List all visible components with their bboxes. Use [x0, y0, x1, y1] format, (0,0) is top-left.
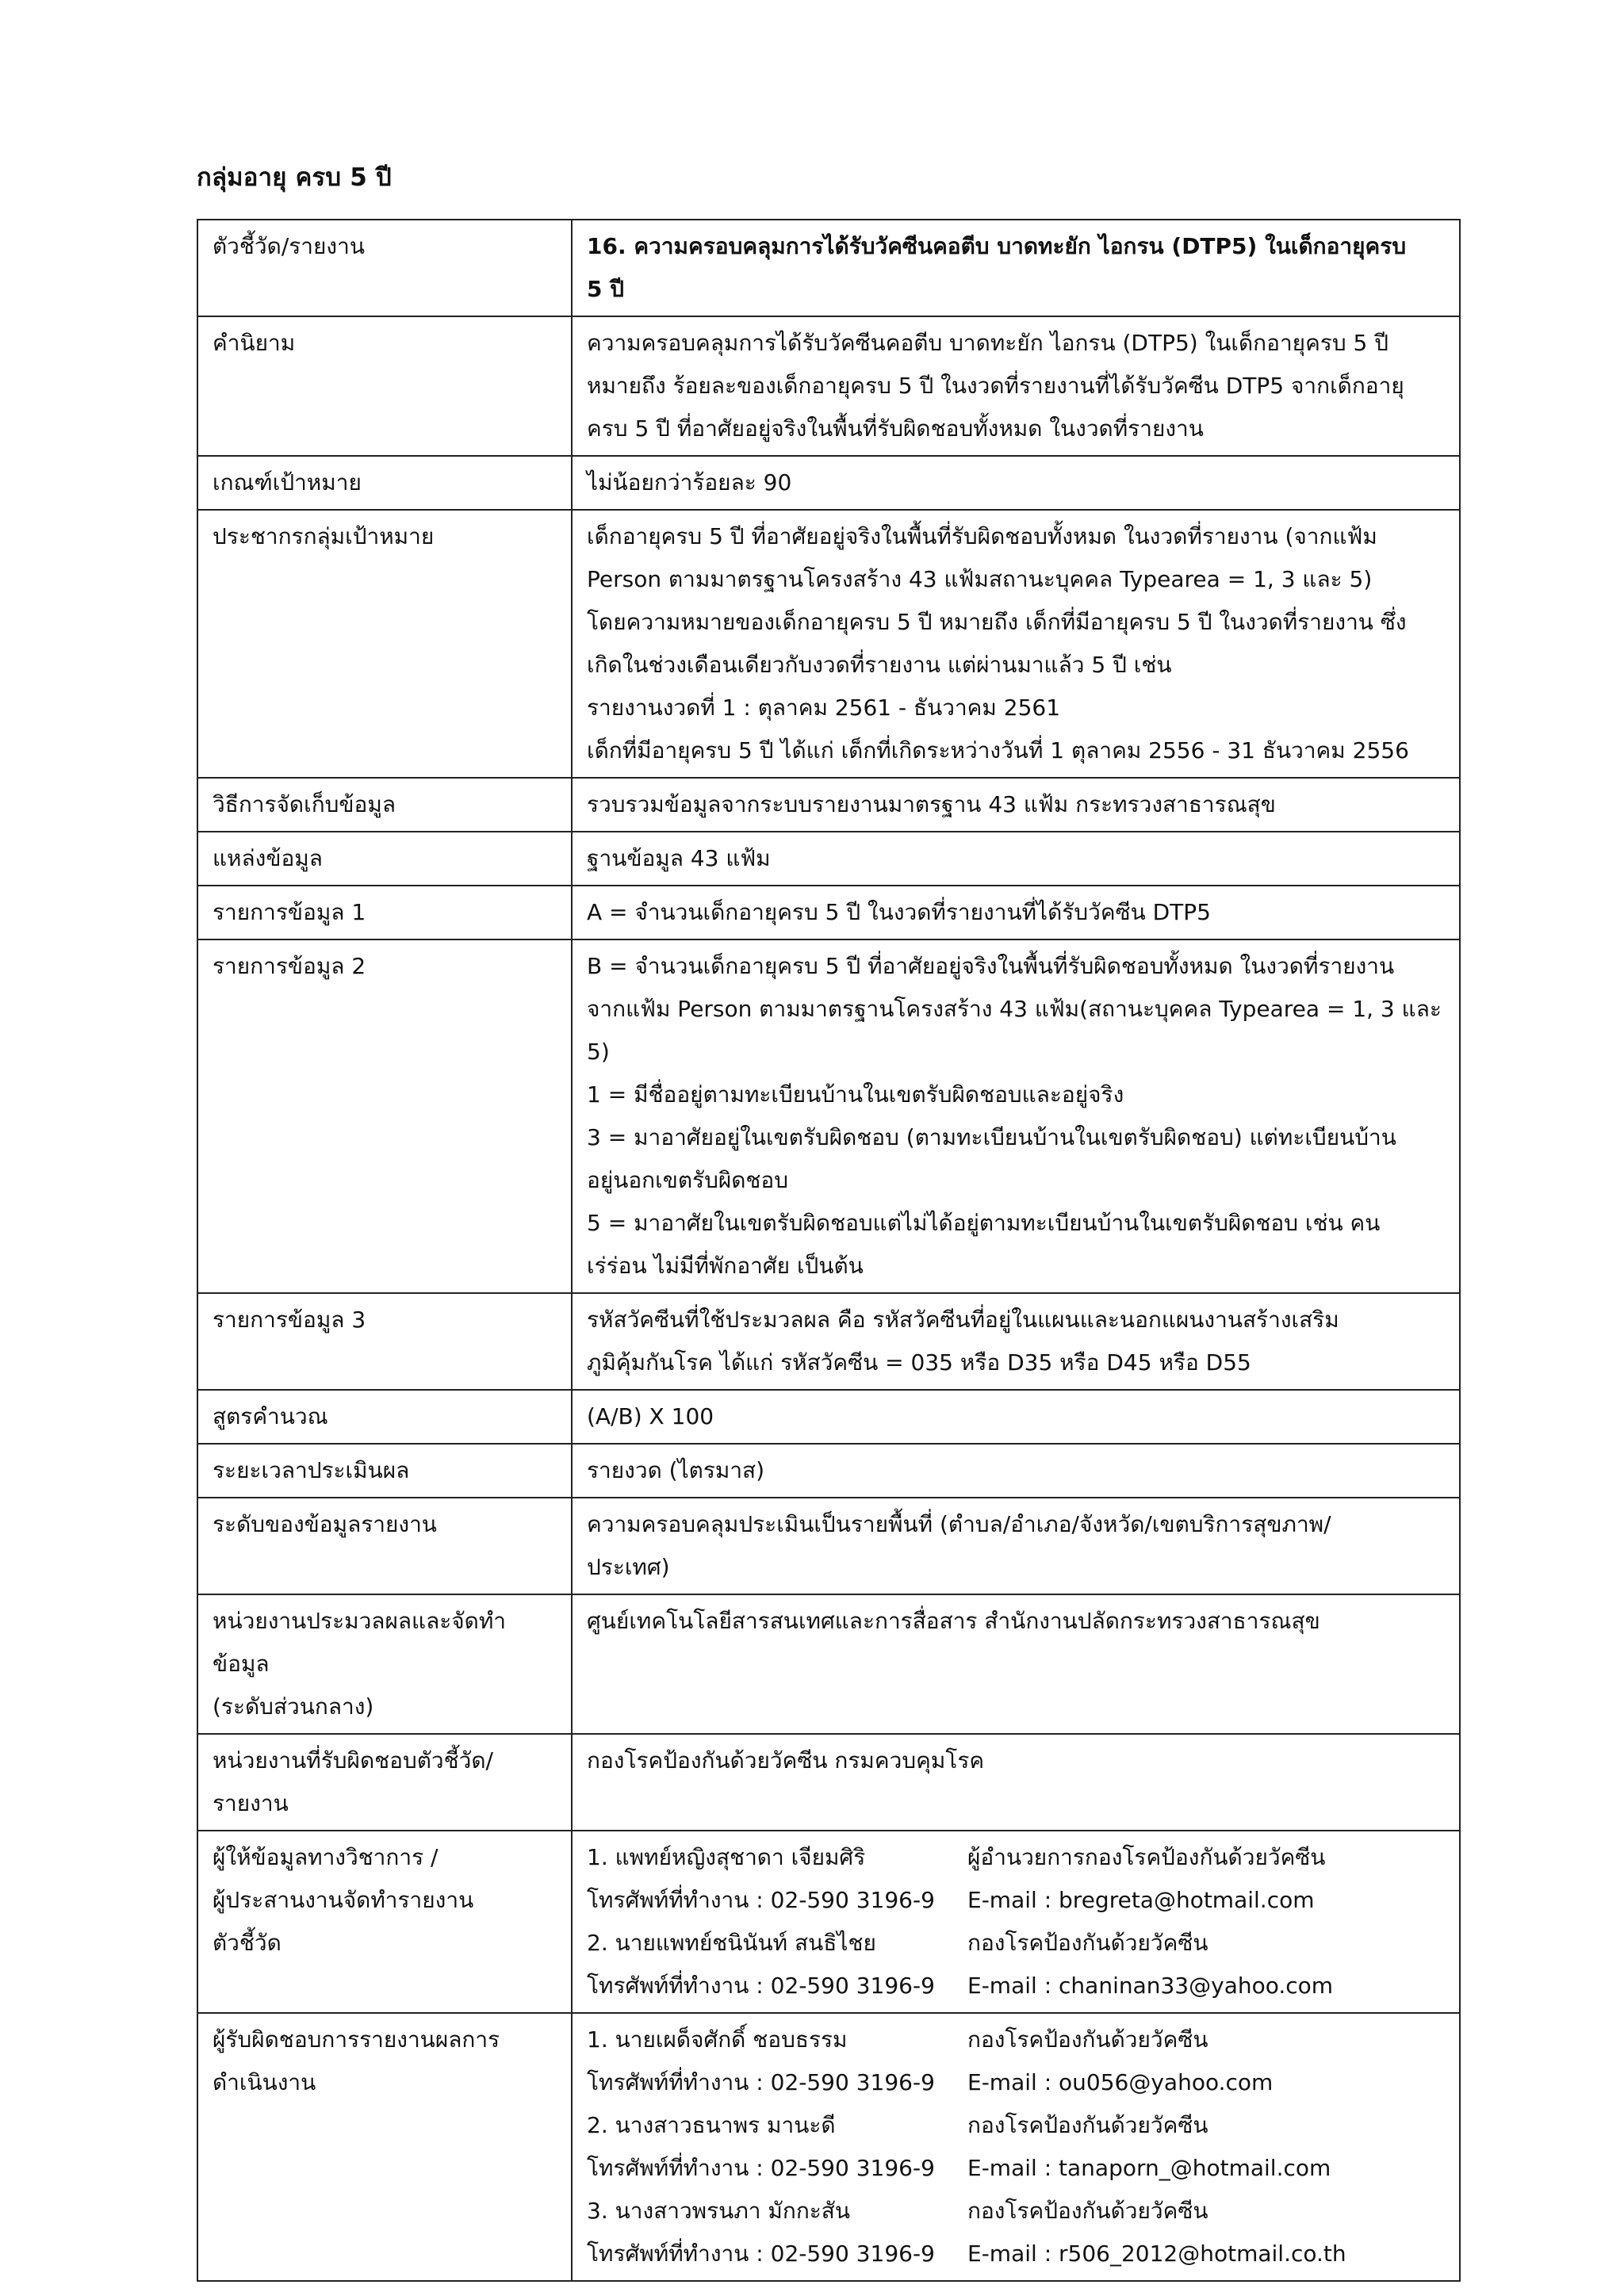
- row-value-cell: [572, 1293, 1460, 1390]
- row-value-line: ประเทศ): [587, 1554, 670, 1580]
- row-label: ประชากรกลุ่มเป้าหมาย: [213, 523, 435, 549]
- row-value-line: Person ตามมาตรฐานโครงสร้าง 43 แฟ้มสถานะบุคคล Typearea = 1, 3 และ 5): [587, 566, 1373, 592]
- contact-name-or-phone: โทรศัพท์ที่ทำงาน : 02-590 3196-9: [587, 2241, 935, 2267]
- row-value-cell: [572, 886, 1460, 939]
- contact-position-or-email: กองโรคป้องกันด้วยวัคซีน: [967, 2112, 1208, 2138]
- row-value-line: B = จำนวนเด็กอายุครบ 5 ปี ที่อาศัยอยู่จริงในพื้นที่รับผิดชอบทั้งหมด ในงวดที่รายงาน: [587, 953, 1395, 979]
- table-row: [197, 939, 1460, 1293]
- contact-name-or-phone: 2. นางสาวธนาพร มานะดี: [587, 2112, 836, 2138]
- row-label-cell: [197, 778, 572, 832]
- row-label: ผู้รับผิดชอบการรายงานผลการ: [213, 2026, 500, 2053]
- indicator-table-body: [197, 220, 1460, 2281]
- row-value-line: รหัสวัคซีนที่ใช้ประมวลผล คือ รหัสวัคซีนที่อยู่ในแผนและนอกแผนงานสร้างเสริม: [587, 1307, 1339, 1333]
- row-value-line: A = จำนวนเด็กอายุครบ 5 ปี ในงวดที่รายงานที่ได้รับวัคซีน DTP5: [587, 899, 1211, 925]
- table-row: [197, 456, 1460, 510]
- contact-line: [587, 1836, 1446, 1879]
- row-label: รายการข้อมูล 2: [213, 953, 366, 979]
- table-row: [197, 220, 1460, 316]
- row-label-cell: [197, 1293, 572, 1390]
- contact-position-or-email: กองโรคป้องกันด้วยวัคซีน: [967, 2198, 1208, 2224]
- row-value-line: กองโรคป้องกันด้วยวัคซีน กรมควบคุมโรค: [587, 1747, 985, 1774]
- contact-line: [587, 1922, 1446, 1965]
- contact-line: [587, 2019, 1446, 2061]
- contact-name-or-phone: 1. นายเผด็จศักดิ์ ชอบธรรม: [587, 2026, 848, 2053]
- row-label-cell: [197, 1594, 572, 1734]
- row-value-cell: [572, 1390, 1460, 1444]
- row-label-cell: [197, 1498, 572, 1594]
- row-value-cell: [572, 778, 1460, 832]
- contact-line: [587, 2147, 1446, 2190]
- indicator-title: 5 ปี: [587, 276, 625, 302]
- row-value-line: 5 = มาอาศัยในเขตรับผิดชอบแต่ไม่ได้อยู่ตามทะเบียนบ้านในเขตรับผิดชอบ เช่น คน: [587, 1210, 1381, 1236]
- row-value-line: ฐานข้อมูล 43 แฟ้ม: [587, 845, 771, 871]
- row-label: ดำเนินงาน: [213, 2069, 316, 2095]
- row-label-cell: [197, 939, 572, 1293]
- row-label: ผู้ประสานงานจัดทำรายงาน: [213, 1887, 474, 1913]
- table-row: [197, 1444, 1460, 1498]
- page-heading: กลุ่มอายุ ครบ 5 ปี: [197, 163, 392, 192]
- row-value-line: รายงานงวดที่ 1 : ตุลาคม 2561 - ธันวาคม 2561: [587, 695, 1061, 721]
- table-row: [197, 316, 1460, 456]
- row-label: ตัวชี้วัด/รายงาน: [213, 233, 365, 259]
- row-label: ตัวชี้วัด: [213, 1930, 282, 1956]
- contact-line: [587, 1879, 1446, 1922]
- row-label-cell: [197, 510, 572, 778]
- contact-name-or-phone: 3. นางสาวพรนภา มักกะสัน: [587, 2198, 851, 2224]
- row-label-cell: [197, 456, 572, 510]
- contact-name-or-phone: 2. นายแพทย์ชนินันท์ สนธิไชย: [587, 1930, 876, 1956]
- row-value-line: ครบ 5 ปี ที่อาศัยอยู่จริงในพื้นที่รับผิดชอบทั้งหมด ในงวดที่รายงาน: [587, 415, 1204, 442]
- contact-line: [587, 2190, 1446, 2233]
- contact-cell: [572, 1831, 1460, 2013]
- contact-position-or-email: E-mail : tanaporn_@hotmail.com: [967, 2155, 1331, 2181]
- contact-name-or-phone: โทรศัพท์ที่ทำงาน : 02-590 3196-9: [587, 2155, 935, 2181]
- row-label: รายการข้อมูล 1: [213, 899, 366, 925]
- row-value-line: ความครอบคลุมการได้รับวัคซีนคอตีบ บาดทะยัก ไอกรน (DTP5) ในเด็กอายุครบ 5 ปี: [587, 330, 1389, 356]
- row-label: หน่วยงานประมวลผลและจัดทำข้อมูล: [213, 1608, 507, 1677]
- row-value-line: เด็กที่มีอายุครบ 5 ปี ได้แก่ เด็กที่เกิดระหว่างวันที่ 1 ตุลาคม 2556 - 31 ธันวาคม 2556: [587, 737, 1409, 763]
- row-value-line: อยู่นอกเขตรับผิดชอบ: [587, 1167, 789, 1193]
- row-value-line: ภูมิคุ้มกันโรค ได้แก่ รหัสวัคซีน = 035 หรือ D35 หรือ D45 หรือ D55: [587, 1349, 1251, 1376]
- contact-position-or-email: กองโรคป้องกันด้วยวัคซีน: [967, 2026, 1208, 2053]
- row-label: วิธีการจัดเก็บข้อมูล: [213, 791, 396, 817]
- row-label: (ระดับส่วนกลาง): [213, 1693, 374, 1720]
- contact-cell: [572, 2013, 1460, 2281]
- row-label: ระยะเวลาประเมินผล: [213, 1457, 410, 1483]
- row-label-cell: [197, 1390, 572, 1444]
- contact-name-or-phone: 1. แพทย์หญิงสุชาดา เจียมศิริ: [587, 1844, 866, 1870]
- row-value-line: เร่ร่อน ไม่มีที่พักอาศัย เป็นต้น: [587, 1253, 864, 1279]
- row-value-line: ศูนย์เทคโนโลยีสารสนเทศและการสื่อสาร สำนักงานปลัดกระทรวงสาธารณสุข: [587, 1608, 1320, 1634]
- contact-line: [587, 1965, 1446, 2007]
- row-value-line: ความครอบคลุมประเมินเป็นรายพื้นที่ (ตำบล/อำเภอ/จังหวัด/เขตบริการสุขภาพ/: [587, 1511, 1331, 1537]
- row-label: สูตรคำนวณ: [213, 1403, 328, 1429]
- contact-line: [587, 2233, 1446, 2275]
- row-label-cell: [197, 1734, 572, 1831]
- table-row: [197, 886, 1460, 939]
- contact-position-or-email: กองโรคป้องกันด้วยวัคซีน: [967, 1930, 1208, 1956]
- row-label-cell: [197, 886, 572, 939]
- row-label: ผู้ให้ข้อมูลทางวิชาการ /: [213, 1844, 439, 1870]
- contact-name-or-phone: โทรศัพท์ที่ทำงาน : 02-590 3196-9: [587, 2069, 935, 2095]
- row-label: รายงาน: [213, 1790, 289, 1816]
- row-label: ระดับของข้อมูลรายงาน: [213, 1511, 437, 1537]
- row-value-line: รวบรวมข้อมูลจากระบบรายงานมาตรฐาน 43 แฟ้ม กระทรวงสาธารณสุข: [587, 791, 1276, 817]
- row-label: เกณฑ์เป้าหมาย: [213, 469, 362, 496]
- row-label-cell: [197, 220, 572, 316]
- row-value-line: (A/B) X 100: [587, 1403, 714, 1429]
- row-value-cell: [572, 456, 1460, 510]
- row-value-cell: [572, 1498, 1460, 1594]
- row-value-line: หมายถึง ร้อยละของเด็กอายุครบ 5 ปี ในงวดที่รายงานที่ได้รับวัคซีน DTP5 จากเด็กอายุ: [587, 373, 1404, 399]
- row-label-cell: [197, 832, 572, 886]
- contact-name-or-phone: โทรศัพท์ที่ทำงาน : 02-590 3196-9: [587, 1973, 935, 1999]
- row-label: แหล่งข้อมูล: [213, 845, 323, 871]
- contact-row: [197, 1831, 1460, 2013]
- indicator-title: 16. ความครอบคลุมการได้รับวัคซีนคอตีบ บาดทะยัก ไอกรน (DTP5) ในเด็กอายุครบ: [587, 233, 1407, 259]
- row-value-cell: [572, 832, 1460, 886]
- contact-line: [587, 2061, 1446, 2104]
- contact-row: [197, 2013, 1460, 2281]
- contact-name-or-phone: โทรศัพท์ที่ทำงาน : 02-590 3196-9: [587, 1887, 935, 1913]
- row-value-line: จากแฟ้ม Person ตามมาตรฐานโครงสร้าง 43 แฟ้ม(สถานะบุคคล Typearea = 1, 3 และ: [587, 996, 1442, 1022]
- row-value-line: รายงวด (ไตรมาส): [587, 1457, 765, 1483]
- row-label: รายการข้อมูล 3: [213, 1307, 366, 1333]
- row-value-cell: [572, 510, 1460, 778]
- contact-position-or-email: E-mail : bregreta@hotmail.com: [967, 1887, 1315, 1913]
- table-row: [197, 1498, 1460, 1594]
- row-value-line: เด็กอายุครบ 5 ปี ที่อาศัยอยู่จริงในพื้นที่รับผิดชอบทั้งหมด ในงวดที่รายงาน (จากแฟ้ม: [587, 523, 1377, 549]
- row-label: คำนิยาม: [213, 330, 296, 356]
- row-value-line: โดยความหมายของเด็กอายุครบ 5 ปี หมายถึง เด็กที่มีอายุครบ 5 ปี ในงวดที่รายงาน ซึ่ง: [587, 609, 1407, 635]
- row-value-line: 3 = มาอาศัยอยู่ในเขตรับผิดชอบ (ตามทะเบียนบ้านในเขตรับผิดชอบ) แต่ทะเบียนบ้าน: [587, 1124, 1396, 1150]
- indicator-table: [197, 219, 1461, 2282]
- row-value-line: 1 = มีชื่ออยู่ตามทะเบียนบ้านในเขตรับผิดชอบและอยู่จริง: [587, 1081, 1124, 1108]
- row-label-cell: [197, 1831, 572, 2013]
- row-value-line: ไม่น้อยกว่าร้อยละ 90: [587, 469, 792, 496]
- row-value-line: 5): [587, 1039, 610, 1065]
- row-value-cell: [572, 220, 1460, 316]
- row-label-cell: [197, 2013, 572, 2281]
- row-value-line: เกิดในช่วงเดือนเดียวกับงวดที่รายงาน แต่ผ่านมาแล้ว 5 ปี เช่น: [587, 652, 1172, 678]
- row-label: หน่วยงานที่รับผิดชอบตัวชี้วัด/: [213, 1747, 493, 1774]
- contact-position-or-email: E-mail : ou056@yahoo.com: [967, 2069, 1274, 2095]
- table-row: [197, 1594, 1460, 1734]
- table-row: [197, 778, 1460, 832]
- contact-line: [587, 2104, 1446, 2147]
- row-value-cell: [572, 1594, 1460, 1734]
- row-value-cell: [572, 1444, 1460, 1498]
- table-row: [197, 1734, 1460, 1831]
- contact-position-or-email: ผู้อำนวยการกองโรคป้องกันด้วยวัคซีน: [967, 1844, 1326, 1870]
- row-label-cell: [197, 316, 572, 456]
- row-label-cell: [197, 1444, 572, 1498]
- table-row: [197, 832, 1460, 886]
- row-value-cell: [572, 939, 1460, 1293]
- table-row: [197, 510, 1460, 778]
- contact-position-or-email: E-mail : r506_2012@hotmail.co.th: [967, 2241, 1346, 2267]
- table-row: [197, 1390, 1460, 1444]
- contact-position-or-email: E-mail : chaninan33@yahoo.com: [967, 1973, 1334, 1999]
- table-row: [197, 1293, 1460, 1390]
- row-value-cell: [572, 1734, 1460, 1831]
- row-value-cell: [572, 316, 1460, 456]
